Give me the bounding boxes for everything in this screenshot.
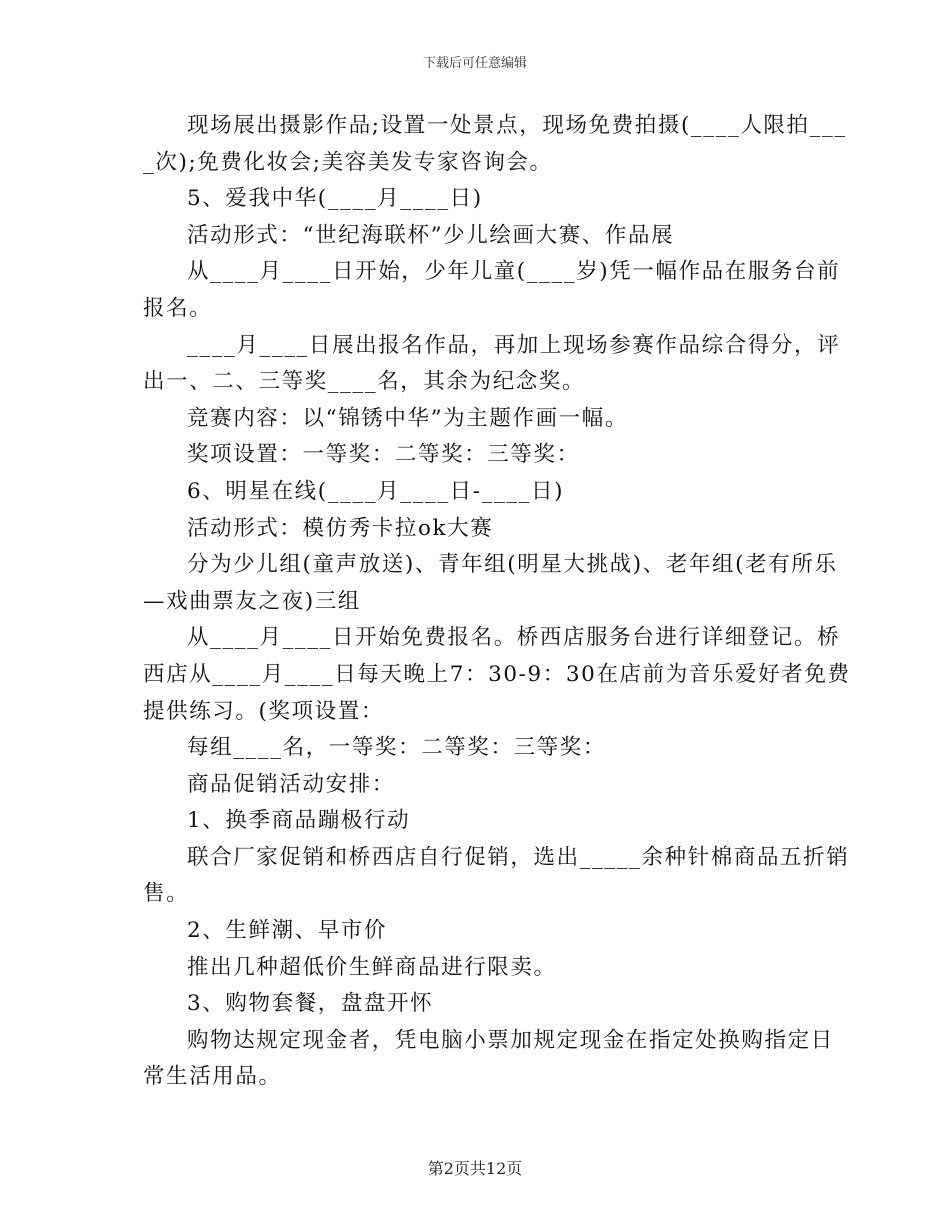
body-line-1: 现场展出摄影作品;设置一处景点，现场免费拍摄(____人限拍___ <box>187 113 847 138</box>
page-number-footer: 第2页共12页 <box>427 1159 523 1178</box>
section-heading-1: 1、换季商品蹦极行动 <box>187 808 411 834</box>
body-line-4: 活动形式：“世纪海联杯”少儿绘画大赛、作品展 <box>187 222 675 248</box>
section-heading-promotions: 商品促销活动安排： <box>187 771 395 797</box>
section-heading-3: 3、购物套餐，盘盘开怀 <box>187 991 434 1017</box>
body-line-15: 从____月____日开始免费报名。桥西店服务台进行详细登记。桥 <box>187 625 841 651</box>
body-line-10: 奖项设置：一等奖：二等奖：三等奖： <box>187 442 580 468</box>
body-line-8: 出一、二、三等奖____名，其余为纪念奖。 <box>143 369 586 395</box>
body-line-27: 常生活用品。 <box>143 1064 282 1090</box>
body-line-24: 推出几种超低价生鲜商品进行限卖。 <box>187 954 557 980</box>
body-line-26: 购物达规定现金者，凭电脑小票加规定现金在指定处换购指定日 <box>187 1027 834 1053</box>
body-line-17: 提供练习。(奖项设置： <box>143 698 384 724</box>
body-line-21: 联合厂家促销和桥西店自行促销，选出_____余种针棉商品五折销 <box>187 844 850 870</box>
body-line-22: 售。 <box>143 881 190 907</box>
body-line-18: 每组____名，一等奖：二等奖：三等奖： <box>187 735 607 761</box>
body-line-7: ____月____日展出报名作品，再加上现场参赛作品综合得分，评 <box>187 332 841 358</box>
section-heading-5: 5、爱我中华(____月____日) <box>187 186 483 212</box>
body-line-2: _次);免费化妆会;美容美发专家咨询会。 <box>143 149 553 175</box>
section-heading-6: 6、明星在线(____月____日-____日) <box>187 478 565 504</box>
body-line-16: 西店从____月____日每天晚上7：30-9：30在店前为音乐爱好者免费 <box>143 661 851 687</box>
body-line-5: 从____月____日开始，少年儿童(____岁)凭一幅作品在服务台前 <box>187 259 841 285</box>
body-line-14: —戏曲票友之夜)三组 <box>143 588 361 614</box>
body-line-13: 分为少儿组(童声放送)、青年组(明星大挑战)、老年组(老有所乐 <box>187 552 838 578</box>
body-line-9: 竞赛内容：以“锦锈中华”为主题作画一幅。 <box>187 405 628 431</box>
body-line-12: 活动形式：模仿秀卡拉ok大赛 <box>187 515 494 541</box>
page-header: 下载后可任意编辑 <box>422 56 527 71</box>
section-heading-2: 2、生鲜潮、早市价 <box>187 918 388 944</box>
body-line-6: 报名。 <box>143 295 213 321</box>
document-body <box>143 108 851 1096</box>
